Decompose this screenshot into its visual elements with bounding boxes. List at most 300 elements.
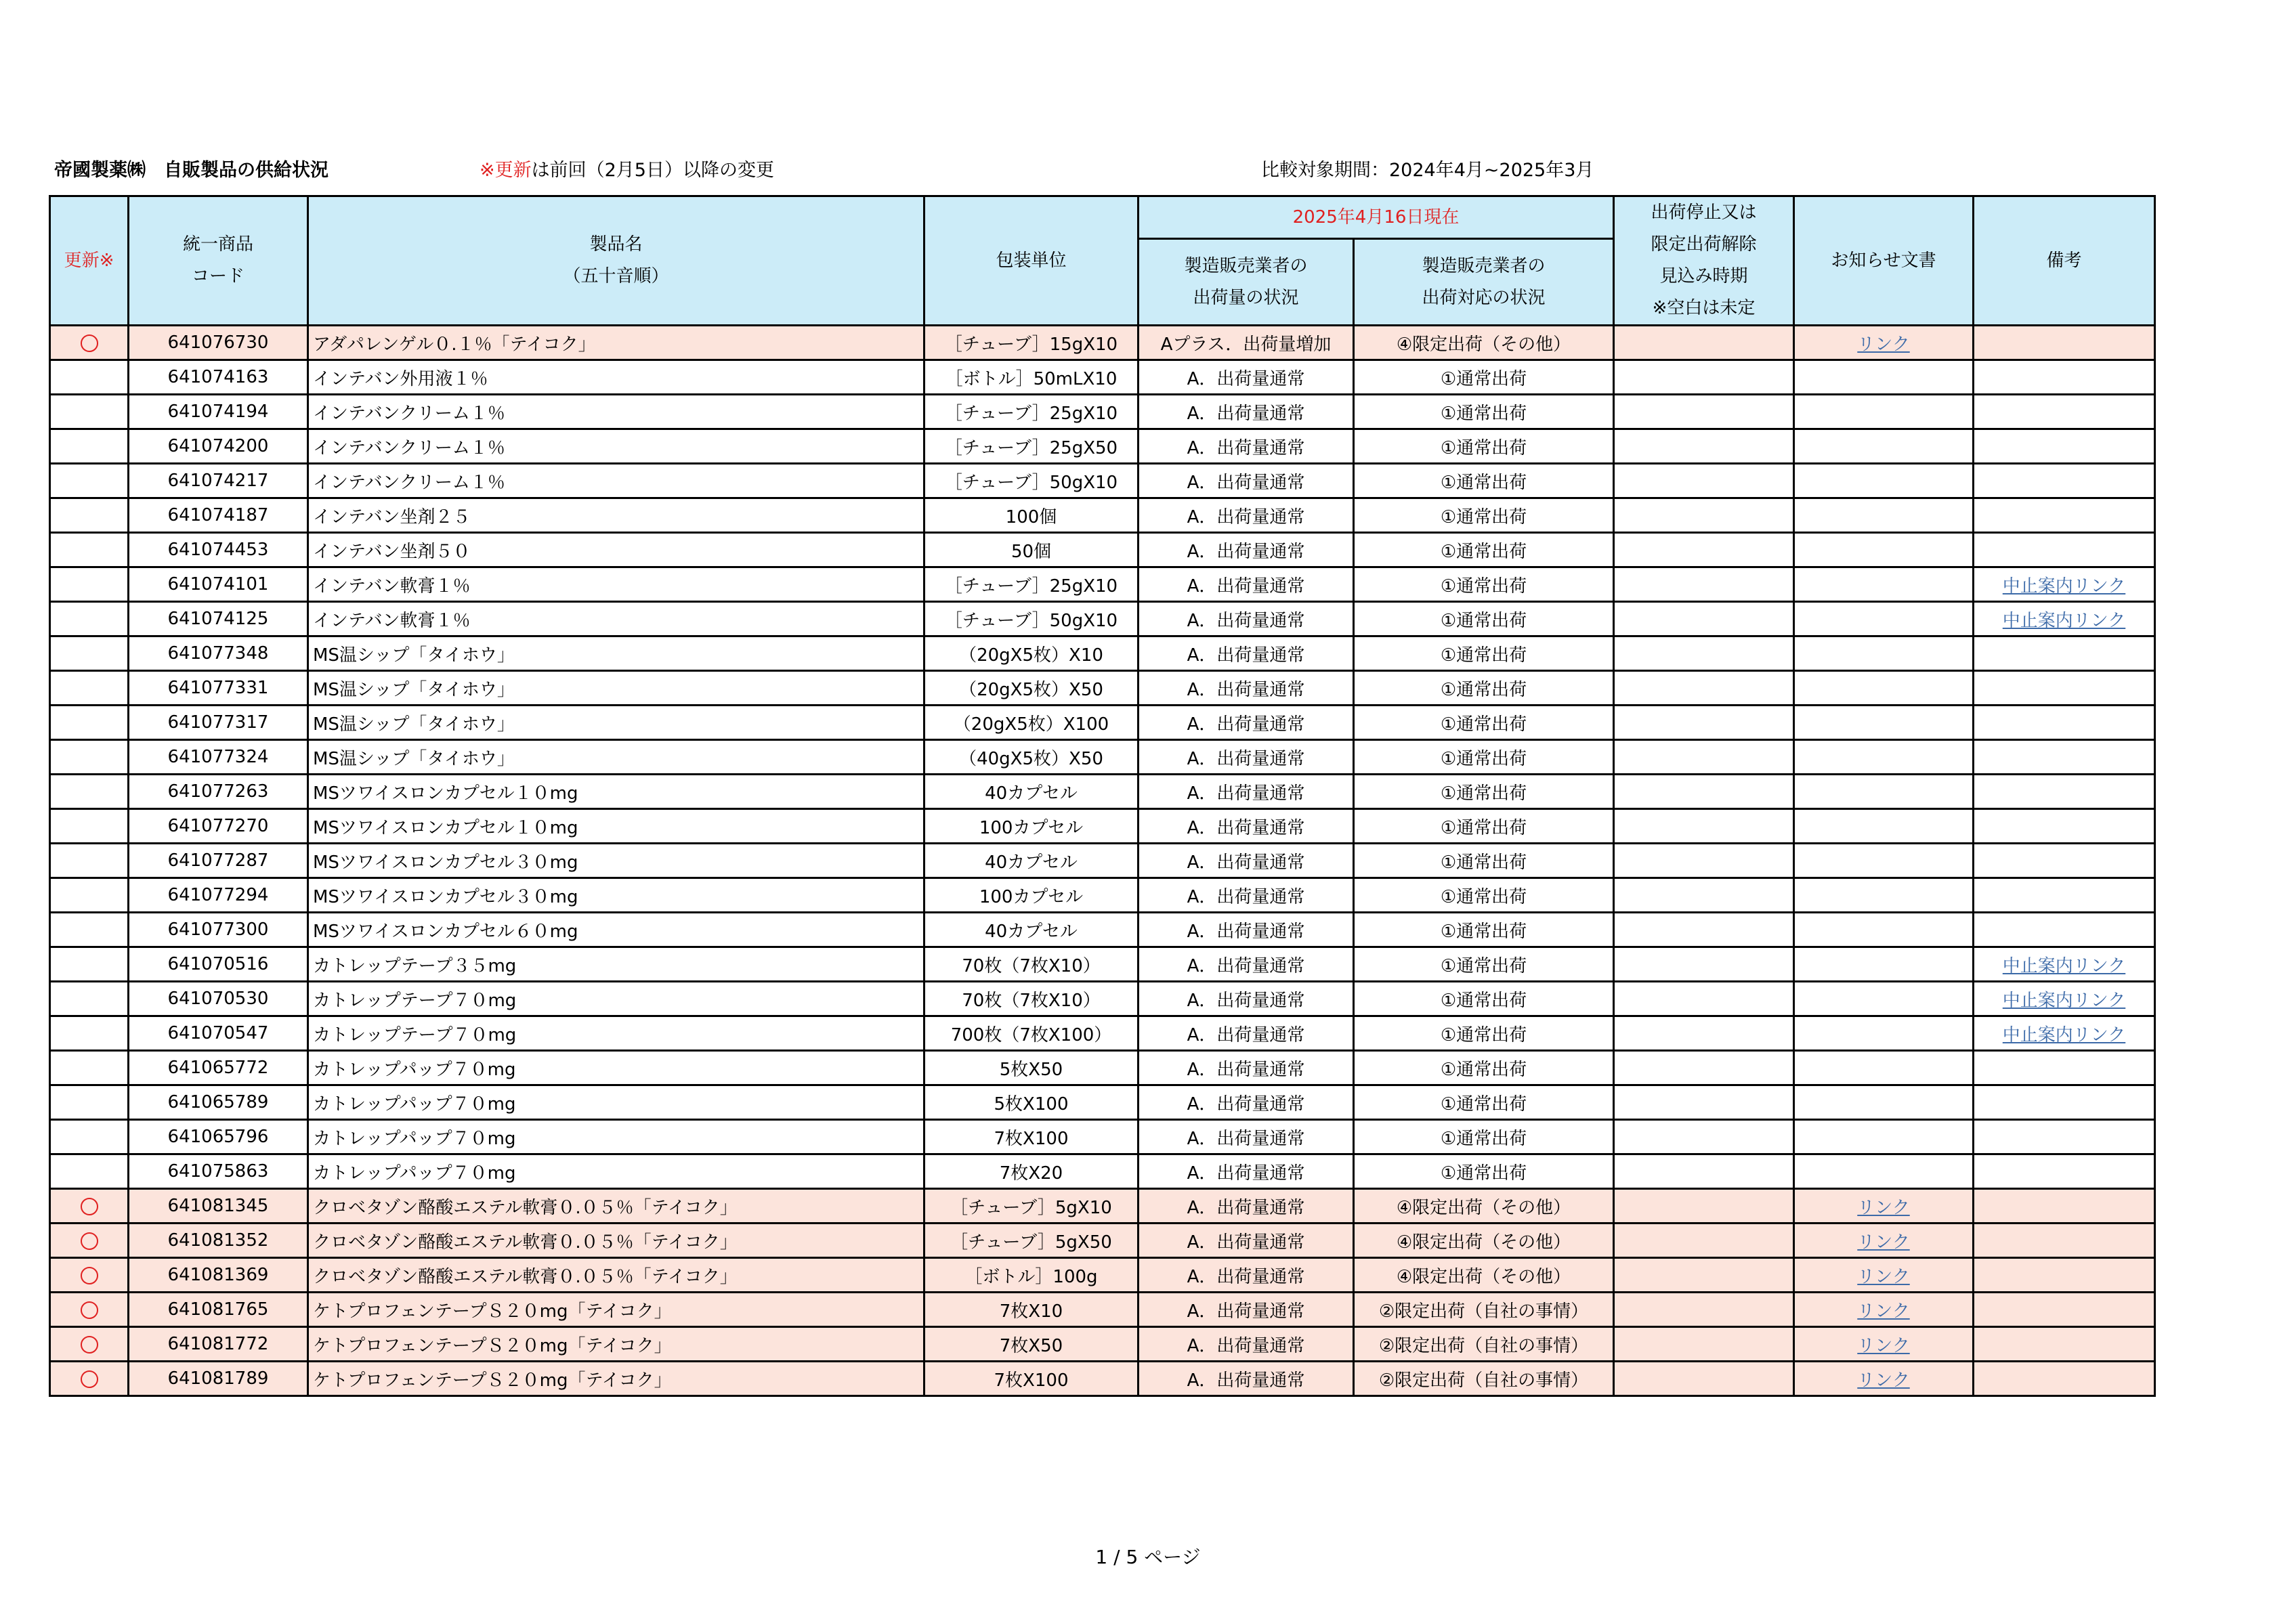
update-cell [50,326,129,360]
response-status-cell: ①通常出荷 [1354,982,1614,1016]
notice-cell[interactable] [1794,1224,1974,1258]
response-status-cell: ④限定出荷（その他） [1354,1258,1614,1293]
product-name-cell: カトレップパップ７０mg [308,1120,924,1154]
package-cell: ［チューブ］25gX50 [924,429,1139,464]
release-timing-cell [1614,533,1794,567]
package-cell: （20gX5枚）X10 [924,636,1139,671]
release-timing-cell [1614,1258,1794,1293]
release-timing-cell [1614,671,1794,706]
table-row [50,1258,2155,1293]
remarks-cell-link[interactable]: 中止案内リンク [2002,1024,2126,1045]
col-remarks: 備考 [1974,196,2155,326]
code-cell: 641081789 [129,1362,308,1396]
update-cell [50,878,129,913]
remarks-cell [1974,1051,2155,1085]
code-cell: 641075863 [129,1154,308,1189]
code-cell: 641077348 [129,636,308,671]
code-cell: 641077331 [129,671,308,706]
product-name-cell: ケトプロフェンテープＳ２０mg「テイコク」 [308,1362,924,1396]
code-cell: 641074163 [129,360,308,395]
volume-status-cell: A．出荷量通常 [1139,775,1354,809]
release-timing-cell [1614,775,1794,809]
response-status-cell: ①通常出荷 [1354,913,1614,947]
table-row [50,1016,2155,1051]
code-cell: 641074194 [129,395,308,429]
response-status-cell: ①通常出荷 [1354,602,1614,636]
remarks-cell [1974,809,2155,844]
volume-status-cell: A．出荷量通常 [1139,844,1354,878]
notice-cell-link[interactable]: リンク [1857,1197,1910,1218]
package-cell: 7枚X20 [924,1154,1139,1189]
package-cell: （20gX5枚）X100 [924,706,1139,740]
release-timing-cell [1614,1085,1794,1120]
notice-cell [1794,982,1974,1016]
product-name-cell: クロベタゾン酪酸エステル軟膏０.０５％「テイコク」 [308,1224,924,1258]
remarks-cell [1974,1258,2155,1293]
release-timing-cell [1614,947,1794,982]
remarks-cell[interactable] [1974,602,2155,636]
volume-status-cell: A．出荷量通常 [1139,1362,1354,1396]
package-cell: ［チューブ］25gX10 [924,395,1139,429]
update-cell [50,1051,129,1085]
notice-cell [1794,533,1974,567]
release-timing-cell [1614,1051,1794,1085]
release-timing-cell [1614,464,1794,498]
product-name-cell: カトレップパップ７０mg [308,1051,924,1085]
remarks-cell-link[interactable]: 中止案内リンク [2002,576,2126,597]
table-row [50,947,2155,982]
notice-cell-link[interactable]: リンク [1857,334,1910,355]
package-cell: 50個 [924,533,1139,567]
code-cell: 641081345 [129,1189,308,1224]
volume-status-cell: A．出荷量通常 [1139,1327,1354,1362]
notice-cell [1794,809,1974,844]
notice-cell-link[interactable]: リンク [1857,1301,1910,1322]
code-cell: 641077324 [129,740,308,775]
volume-status-cell: A．出荷量通常 [1139,706,1354,740]
update-cell [50,464,129,498]
package-cell: 40カプセル [924,775,1139,809]
product-name-cell: MSツワイスロンカプセル１０mg [308,809,924,844]
volume-status-cell: A．出荷量通常 [1139,1120,1354,1154]
release-timing-cell [1614,636,1794,671]
package-cell: 40カプセル [924,844,1139,878]
product-name-cell: MS温シップ「タイホウ」 [308,706,924,740]
release-timing-cell [1614,1154,1794,1189]
notice-cell [1794,464,1974,498]
table-row [50,809,2155,844]
package-cell: ［チューブ］15gX10 [924,326,1139,360]
product-name-cell: MSツワイスロンカプセル６０mg [308,913,924,947]
table-row [50,1189,2155,1224]
volume-status-cell: A．出荷量通常 [1139,636,1354,671]
table-row [50,913,2155,947]
update-cell [50,947,129,982]
remarks-cell [1974,671,2155,706]
update-cell [50,1154,129,1189]
package-cell: ［ボトル］100g [924,1258,1139,1293]
remarks-cell [1974,1154,2155,1189]
table-row [50,464,2155,498]
col-product-name: 製品名 （五十音順） [308,196,924,326]
remarks-cell [1974,1362,2155,1396]
remarks-cell-link[interactable]: 中止案内リンク [2002,610,2126,631]
update-cell [50,429,129,464]
product-name-cell: MS温シップ「タイホウ」 [308,671,924,706]
comparison-period: 比較対象期間：2024年4月~2025年3月 [1261,160,1594,181]
release-timing-cell [1614,1189,1794,1224]
notice-cell [1794,498,1974,533]
update-cell [50,1224,129,1258]
volume-status-cell: Aプラス．出荷量増加 [1139,326,1354,360]
response-status-cell: ①通常出荷 [1354,533,1614,567]
code-cell: 641077270 [129,809,308,844]
notice-cell-link[interactable]: リンク [1857,1232,1910,1253]
code-cell: 641081772 [129,1327,308,1362]
updated-circle-icon [81,1232,98,1250]
notice-cell [1794,429,1974,464]
release-timing-cell [1614,567,1794,602]
notice-cell [1794,706,1974,740]
update-cell [50,533,129,567]
volume-status-cell: A．出荷量通常 [1139,809,1354,844]
table-row [50,706,2155,740]
product-name-cell: MSツワイスロンカプセル３０mg [308,878,924,913]
package-cell: （40gX5枚）X50 [924,740,1139,775]
update-cell [50,1016,129,1051]
code-cell: 641074187 [129,498,308,533]
volume-status-cell: A．出荷量通常 [1139,1224,1354,1258]
release-timing-cell [1614,878,1794,913]
release-timing-cell [1614,395,1794,429]
remarks-cell [1974,844,2155,878]
response-status-cell: ①通常出荷 [1354,740,1614,775]
table-row [50,844,2155,878]
volume-status-cell: A．出荷量通常 [1139,464,1354,498]
response-status-cell: ①通常出荷 [1354,567,1614,602]
product-name-cell: MSツワイスロンカプセル３０mg [308,844,924,878]
volume-status-cell: A．出荷量通常 [1139,982,1354,1016]
package-cell: ［チューブ］5gX10 [924,1189,1139,1224]
code-cell: 641074453 [129,533,308,567]
package-cell: ［チューブ］50gX10 [924,602,1139,636]
product-name-cell: インテバン坐剤５０ [308,533,924,567]
remarks-cell [1974,429,2155,464]
remarks-cell [1974,1189,2155,1224]
volume-status-cell: A．出荷量通常 [1139,1189,1354,1224]
notice-cell [1794,602,1974,636]
table-row [50,775,2155,809]
product-name-cell: インテバン軟膏１％ [308,567,924,602]
update-cell [50,636,129,671]
update-cell [50,360,129,395]
volume-status-cell: A．出荷量通常 [1139,533,1354,567]
package-cell: 5枚X50 [924,1051,1139,1085]
product-name-cell: インテバン軟膏１％ [308,602,924,636]
notice-cell [1794,360,1974,395]
release-timing-cell [1614,1016,1794,1051]
notice-cell [1794,671,1974,706]
response-status-cell: ①通常出荷 [1354,429,1614,464]
code-cell: 641077263 [129,775,308,809]
update-cell [50,671,129,706]
response-status-cell: ①通常出荷 [1354,706,1614,740]
volume-status-cell: A．出荷量通常 [1139,1016,1354,1051]
table-row [50,1051,2155,1085]
col-as-of-date: 2025年4月16日現在 [1139,196,1614,239]
updated-circle-icon [81,1370,98,1388]
col-update: 更新※ [50,196,129,326]
volume-status-cell: A．出荷量通常 [1139,602,1354,636]
product-name-cell: カトレップテープ７０mg [308,1016,924,1051]
update-cell [50,1120,129,1154]
table-row [50,1293,2155,1327]
package-cell: ［チューブ］25gX10 [924,567,1139,602]
update-cell [50,567,129,602]
release-timing-cell [1614,844,1794,878]
table-row [50,878,2155,913]
response-status-cell: ①通常出荷 [1354,809,1614,844]
volume-status-cell: A．出荷量通常 [1139,878,1354,913]
package-cell: ［チューブ］50gX10 [924,464,1139,498]
code-cell: 641074101 [129,567,308,602]
table-row [50,360,2155,395]
release-timing-cell [1614,1327,1794,1362]
response-status-cell: ①通常出荷 [1354,1120,1614,1154]
response-status-cell: ①通常出荷 [1354,464,1614,498]
update-cell [50,913,129,947]
code-cell: 641077287 [129,844,308,878]
package-cell: （20gX5枚）X50 [924,671,1139,706]
supply-status-table [49,195,2156,1397]
remarks-cell [1974,740,2155,775]
remarks-cell[interactable] [1974,567,2155,602]
release-timing-cell [1614,1120,1794,1154]
volume-status-cell: A．出荷量通常 [1139,429,1354,464]
remarks-cell[interactable] [1974,982,2155,1016]
package-cell: 5枚X100 [924,1085,1139,1120]
product-name-cell: カトレップパップ７０mg [308,1085,924,1120]
notice-cell[interactable] [1794,1258,1974,1293]
col-shipment-response: 製造販売業者の 出荷対応の状況 [1354,239,1614,326]
code-cell: 641070516 [129,947,308,982]
release-timing-cell [1614,326,1794,360]
response-status-cell: ①通常出荷 [1354,878,1614,913]
volume-status-cell: A．出荷量通常 [1139,1085,1354,1120]
remarks-cell-link[interactable]: 中止案内リンク [2002,955,2126,976]
update-cell [50,1327,129,1362]
table-row [50,740,2155,775]
table-row [50,1085,2155,1120]
product-name-cell: インテバンクリーム１％ [308,429,924,464]
update-cell [50,775,129,809]
response-status-cell: ①通常出荷 [1354,844,1614,878]
col-code: 統一商品 コード [129,196,308,326]
response-status-cell: ①通常出荷 [1354,636,1614,671]
update-cell [50,602,129,636]
remarks-cell[interactable] [1974,947,2155,982]
table-row [50,395,2155,429]
product-name-cell: インテバン坐剤２５ [308,498,924,533]
code-cell: 641070530 [129,982,308,1016]
code-cell: 641081352 [129,1224,308,1258]
notice-cell-link[interactable]: リンク [1857,1335,1910,1356]
code-cell: 641077294 [129,878,308,913]
document-title: 帝國製薬㈱ 自販製品の供給状況 [54,160,328,181]
update-cell [50,706,129,740]
remarks-cell [1974,636,2155,671]
code-cell: 641074125 [129,602,308,636]
volume-status-cell: A．出荷量通常 [1139,1051,1354,1085]
notice-cell [1794,1051,1974,1085]
response-status-cell: ②限定出荷（自社の事情） [1354,1362,1614,1396]
col-release-timing: 出荷停止又は 限定出荷解除 見込み時期 ※空白は未定 [1614,196,1794,326]
updated-circle-icon [81,1198,98,1215]
notice-cell[interactable] [1794,1293,1974,1327]
response-status-cell: ①通常出荷 [1354,395,1614,429]
package-cell: 100カプセル [924,809,1139,844]
package-cell: 700枚（7枚X100） [924,1016,1139,1051]
notice-cell[interactable] [1794,1362,1974,1396]
product-name-cell: カトレップテープ３５mg [308,947,924,982]
table-row [50,602,2155,636]
remarks-cell [1974,775,2155,809]
table-row [50,429,2155,464]
volume-status-cell: A．出荷量通常 [1139,947,1354,982]
update-cell [50,498,129,533]
package-cell: 70枚（7枚X10） [924,982,1139,1016]
release-timing-cell [1614,982,1794,1016]
update-cell [50,1189,129,1224]
response-status-cell: ②限定出荷（自社の事情） [1354,1327,1614,1362]
table-row [50,1154,2155,1189]
volume-status-cell: A．出荷量通常 [1139,360,1354,395]
package-cell: 7枚X50 [924,1327,1139,1362]
response-status-cell: ①通常出荷 [1354,1016,1614,1051]
response-status-cell: ①通常出荷 [1354,671,1614,706]
code-cell: 641081369 [129,1258,308,1293]
notice-cell-link[interactable]: リンク [1857,1370,1910,1391]
response-status-cell: ①通常出荷 [1354,1154,1614,1189]
code-cell: 641076730 [129,326,308,360]
code-cell: 641074200 [129,429,308,464]
notice-cell[interactable] [1794,1327,1974,1362]
package-cell: 7枚X10 [924,1293,1139,1327]
product-name-cell: インテバンクリーム１％ [308,395,924,429]
release-timing-cell [1614,809,1794,844]
table-row [50,1327,2155,1362]
update-cell [50,844,129,878]
volume-status-cell: A．出荷量通常 [1139,567,1354,602]
remarks-cell [1974,498,2155,533]
table-row [50,671,2155,706]
product-name-cell: MS温シップ「タイホウ」 [308,740,924,775]
update-cell [50,1362,129,1396]
notice-cell-link[interactable]: リンク [1857,1266,1910,1287]
code-cell: 641077300 [129,913,308,947]
remarks-cell [1974,1224,2155,1258]
remarks-cell [1974,878,2155,913]
table-row [50,498,2155,533]
package-cell: 7枚X100 [924,1120,1139,1154]
response-status-cell: ①通常出荷 [1354,498,1614,533]
remarks-cell [1974,706,2155,740]
remarks-cell-link[interactable]: 中止案内リンク [2002,990,2126,1011]
release-timing-cell [1614,498,1794,533]
update-note-marker: ※更新 [480,160,532,181]
table-row [50,1362,2155,1396]
response-status-cell: ④限定出荷（その他） [1354,1224,1614,1258]
remarks-cell [1974,913,2155,947]
product-name-cell: アダパレンゲル０.１％「テイコク」 [308,326,924,360]
remarks-cell[interactable] [1974,1016,2155,1051]
update-cell [50,395,129,429]
response-status-cell: ④限定出荷（その他） [1354,326,1614,360]
table-body [50,326,2155,1396]
product-name-cell: カトレップパップ７０mg [308,1154,924,1189]
table-row [50,982,2155,1016]
remarks-cell [1974,326,2155,360]
table-row [50,1120,2155,1154]
volume-status-cell: A．出荷量通常 [1139,1154,1354,1189]
update-cell [50,1085,129,1120]
package-cell: 100カプセル [924,878,1139,913]
notice-cell [1794,395,1974,429]
product-name-cell: クロベタゾン酪酸エステル軟膏０.０５％「テイコク」 [308,1258,924,1293]
update-cell [50,1258,129,1293]
response-status-cell: ④限定出荷（その他） [1354,1189,1614,1224]
response-status-cell: ①通常出荷 [1354,775,1614,809]
notice-cell[interactable] [1794,326,1974,360]
table-row [50,1224,2155,1258]
notice-cell [1794,878,1974,913]
product-name-cell: インテバンクリーム１％ [308,464,924,498]
release-timing-cell [1614,1224,1794,1258]
product-name-cell: MSツワイスロンカプセル１０mg [308,775,924,809]
remarks-cell [1974,533,2155,567]
release-timing-cell [1614,360,1794,395]
update-cell [50,740,129,775]
volume-status-cell: A．出荷量通常 [1139,395,1354,429]
package-cell: 70枚（7枚X10） [924,947,1139,982]
code-cell: 641065796 [129,1120,308,1154]
notice-cell [1794,567,1974,602]
col-notice: お知らせ文書 [1794,196,1974,326]
release-timing-cell [1614,913,1794,947]
response-status-cell: ①通常出荷 [1354,360,1614,395]
release-timing-cell [1614,706,1794,740]
volume-status-cell: A．出荷量通常 [1139,1258,1354,1293]
release-timing-cell [1614,429,1794,464]
page-number: 1 / 5 ページ [1095,1546,1201,1568]
product-name-cell: MS温シップ「タイホウ」 [308,636,924,671]
remarks-cell [1974,1327,2155,1362]
release-timing-cell [1614,1293,1794,1327]
col-package: 包装単位 [924,196,1139,326]
notice-cell [1794,1120,1974,1154]
document-header [54,154,2154,187]
table-row [50,567,2155,602]
volume-status-cell: A．出荷量通常 [1139,671,1354,706]
update-cell [50,982,129,1016]
code-cell: 641070547 [129,1016,308,1051]
code-cell: 641077317 [129,706,308,740]
code-cell: 641065772 [129,1051,308,1085]
notice-cell[interactable] [1794,1189,1974,1224]
package-cell: 7枚X100 [924,1362,1139,1396]
table-row [50,533,2155,567]
product-name-cell: クロベタゾン酪酸エステル軟膏０.０５％「テイコク」 [308,1189,924,1224]
